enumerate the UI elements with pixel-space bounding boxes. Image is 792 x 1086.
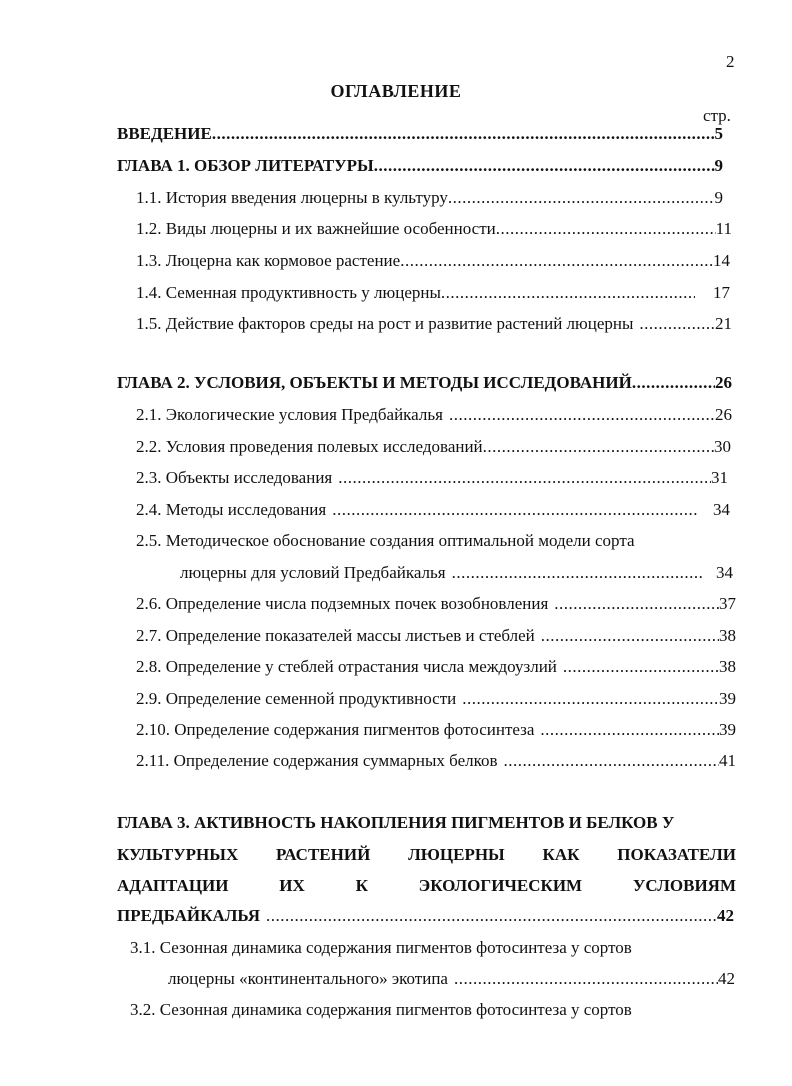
dot-leader <box>374 156 715 176</box>
toc-chapter-3-line-1[interactable]: ГЛАВА 3. АКТИВНОСТЬ НАКОПЛЕНИЯ ПИГМЕНТОВ И БЕЛКОВ У <box>117 813 675 832</box>
toc-entry-section-2-5[interactable] <box>180 563 733 583</box>
toc-entry-label: 2.6. Определение числа подземных почек возобновления <box>136 594 549 613</box>
dot-leader <box>449 405 715 425</box>
toc-entry-section-3-2-line-1[interactable]: 3.2. Сезонная динамика содержания пигментов фотосинтеза у сортов <box>130 1000 632 1019</box>
word: ЛЮЦЕРНЫ <box>408 845 505 864</box>
toc-entry-section-2-11[interactable] <box>136 751 736 771</box>
dot-leader <box>554 594 719 614</box>
toc-entry-intro[interactable] <box>117 124 723 144</box>
dot-leader <box>448 188 715 208</box>
word: РАСТЕНИЙ <box>276 845 371 864</box>
word: УСЛОВИЯМ <box>632 876 736 895</box>
toc-entry-label: 2.1. Экологические условия Предбайкалья <box>136 405 443 424</box>
toc-entry-label: 1.4. Семенная продуктивность у люцерны <box>136 283 441 302</box>
toc-entry-section-2-7[interactable] <box>136 626 736 646</box>
dot-leader <box>504 751 719 771</box>
toc-entry-label: ВВЕДЕНИЕ <box>117 124 212 143</box>
toc-entry-label: ГЛАВА 2. УСЛОВИЯ, ОБЪЕКТЫ И МЕТОДЫ ИССЛЕДОВАНИЙ <box>117 373 632 392</box>
toc-entry-page: 14 <box>713 251 730 270</box>
toc-entry-section-2-1[interactable] <box>136 405 732 425</box>
toc-entry-page: 30 <box>714 437 731 456</box>
toc-entry-label: 2.7. Определение показателей массы листьев и стеблей <box>136 626 535 645</box>
toc-entry-page: 26 <box>715 373 732 392</box>
toc-entry-chapter-1[interactable] <box>117 156 723 176</box>
toc-entry-label: 2.4. Методы исследования <box>136 500 327 519</box>
word: К <box>355 876 368 895</box>
toc-entry-label: 2.3. Объекты исследования <box>136 468 333 487</box>
toc-entry-label: 1.2. Виды люцерны и их важнейшие особенности <box>136 219 496 238</box>
toc-entry-page: 31 <box>711 468 728 487</box>
toc-entry-page: 41 <box>719 751 736 770</box>
toc-entry-label: люцерны «континентального» экотипа <box>168 969 448 988</box>
toc-entry-page: 11 <box>715 219 732 238</box>
toc-entry-section-1-3[interactable] <box>136 251 730 271</box>
toc-entry-page: 9 <box>714 156 723 175</box>
dot-leader <box>212 124 715 144</box>
toc-entry-label: 2.10. Определение содержания пигментов фотосинтеза <box>136 720 535 739</box>
page-title: ОГЛАВЛЕНИЕ <box>330 81 462 101</box>
dot-leader <box>441 283 695 303</box>
toc-entry-page: 17 <box>713 283 730 302</box>
toc-entry-page: 38 <box>719 657 736 676</box>
toc-entry-section-2-6[interactable] <box>136 594 736 614</box>
dot-leader <box>452 563 702 583</box>
toc-entry-section-1-2[interactable] <box>136 219 732 239</box>
toc-entry-label: 1.5. Действие факторов среды на рост и развитие растений люцерны <box>136 314 634 333</box>
toc-entry-label: ГЛАВА 1. ОБЗОР ЛИТЕРАТУРЫ <box>117 156 374 175</box>
toc-entry-page: 26 <box>715 405 732 424</box>
dot-leader <box>454 969 718 989</box>
toc-entry-section-2-5-line-1[interactable]: 2.5. Методическое обоснование создания оптимальной модели сорта <box>136 531 635 550</box>
dot-leader <box>400 251 713 271</box>
dot-leader <box>540 720 719 740</box>
dot-leader <box>483 437 714 457</box>
dot-leader <box>338 468 711 488</box>
toc-entry-page: 38 <box>719 626 736 645</box>
word: ИХ <box>279 876 305 895</box>
toc-entry-label: 1.1. История введения люцерны в культуру <box>136 188 448 207</box>
toc-entry-page: 9 <box>714 188 723 207</box>
toc-entry-page: 42 <box>718 969 735 988</box>
toc-entry-section-2-3[interactable] <box>136 468 728 488</box>
dot-leader <box>332 500 699 520</box>
toc-entry-section-2-4[interactable] <box>136 500 730 520</box>
dot-leader <box>639 314 715 334</box>
toc-entry-page: 42 <box>717 906 734 925</box>
toc-chapter-3-line-2[interactable] <box>117 845 736 865</box>
toc-entry-page: 34 <box>713 500 730 519</box>
toc-entry-label: люцерны для условий Предбайкалья <box>180 563 446 582</box>
toc-entry-label: 2.11. Определение содержания суммарных белков <box>136 751 498 770</box>
toc-entry-label: 1.3. Люцерна как кормовое растение <box>136 251 401 270</box>
toc-entry-label: 2.8. Определение у стеблей отрастания числа междоузлий <box>136 657 557 676</box>
toc-entry-page: 39 <box>719 689 736 708</box>
toc-chapter-3-line-3[interactable] <box>117 876 736 896</box>
toc-entry-section-1-5[interactable] <box>136 314 732 334</box>
dot-leader <box>266 906 717 926</box>
page-column-label: стр. <box>703 106 731 125</box>
dot-leader <box>462 689 719 709</box>
toc-entry-section-2-9[interactable] <box>136 689 736 709</box>
toc-entry-page: 21 <box>715 314 732 333</box>
toc-entry-section-3-1[interactable] <box>168 969 735 989</box>
toc-entry-section-1-1[interactable] <box>136 188 723 208</box>
word: КАК <box>542 845 580 864</box>
toc-entry-section-3-1-line-1[interactable]: 3.1. Сезонная динамика содержания пигментов фотосинтеза у сортов <box>130 938 632 957</box>
dot-leader <box>541 626 719 646</box>
toc-entry-chapter-3[interactable] <box>117 906 734 926</box>
word: ПОКАЗАТЕЛИ <box>617 845 736 864</box>
toc-entry-label: 2.2. Условия проведения полевых исследований <box>136 437 483 456</box>
toc-entry-chapter-2[interactable] <box>117 373 732 393</box>
toc-entry-section-2-2[interactable] <box>136 437 731 457</box>
toc-entry-section-2-10[interactable] <box>136 720 736 740</box>
toc-entry-page: 34 <box>716 563 733 582</box>
toc-entry-label: 2.9. Определение семенной продуктивности <box>136 689 457 708</box>
toc-entry-section-1-4[interactable] <box>136 283 730 303</box>
toc-entry-section-2-8[interactable] <box>136 657 736 677</box>
word: ЭКОЛОГИЧЕСКИМ <box>418 876 583 895</box>
word: АДАПТАЦИИ <box>117 876 229 895</box>
page-number: 2 <box>726 52 735 71</box>
word: КУЛЬТУРНЫХ <box>117 845 239 864</box>
dot-leader <box>563 657 719 677</box>
toc-entry-label: ПРЕДБАЙКАЛЬЯ <box>117 906 261 925</box>
dot-leader <box>496 219 716 239</box>
toc-entry-page: 5 <box>714 124 723 143</box>
dot-leader <box>632 373 715 393</box>
toc-entry-page: 37 <box>719 594 736 613</box>
toc-entry-page: 39 <box>719 720 736 739</box>
